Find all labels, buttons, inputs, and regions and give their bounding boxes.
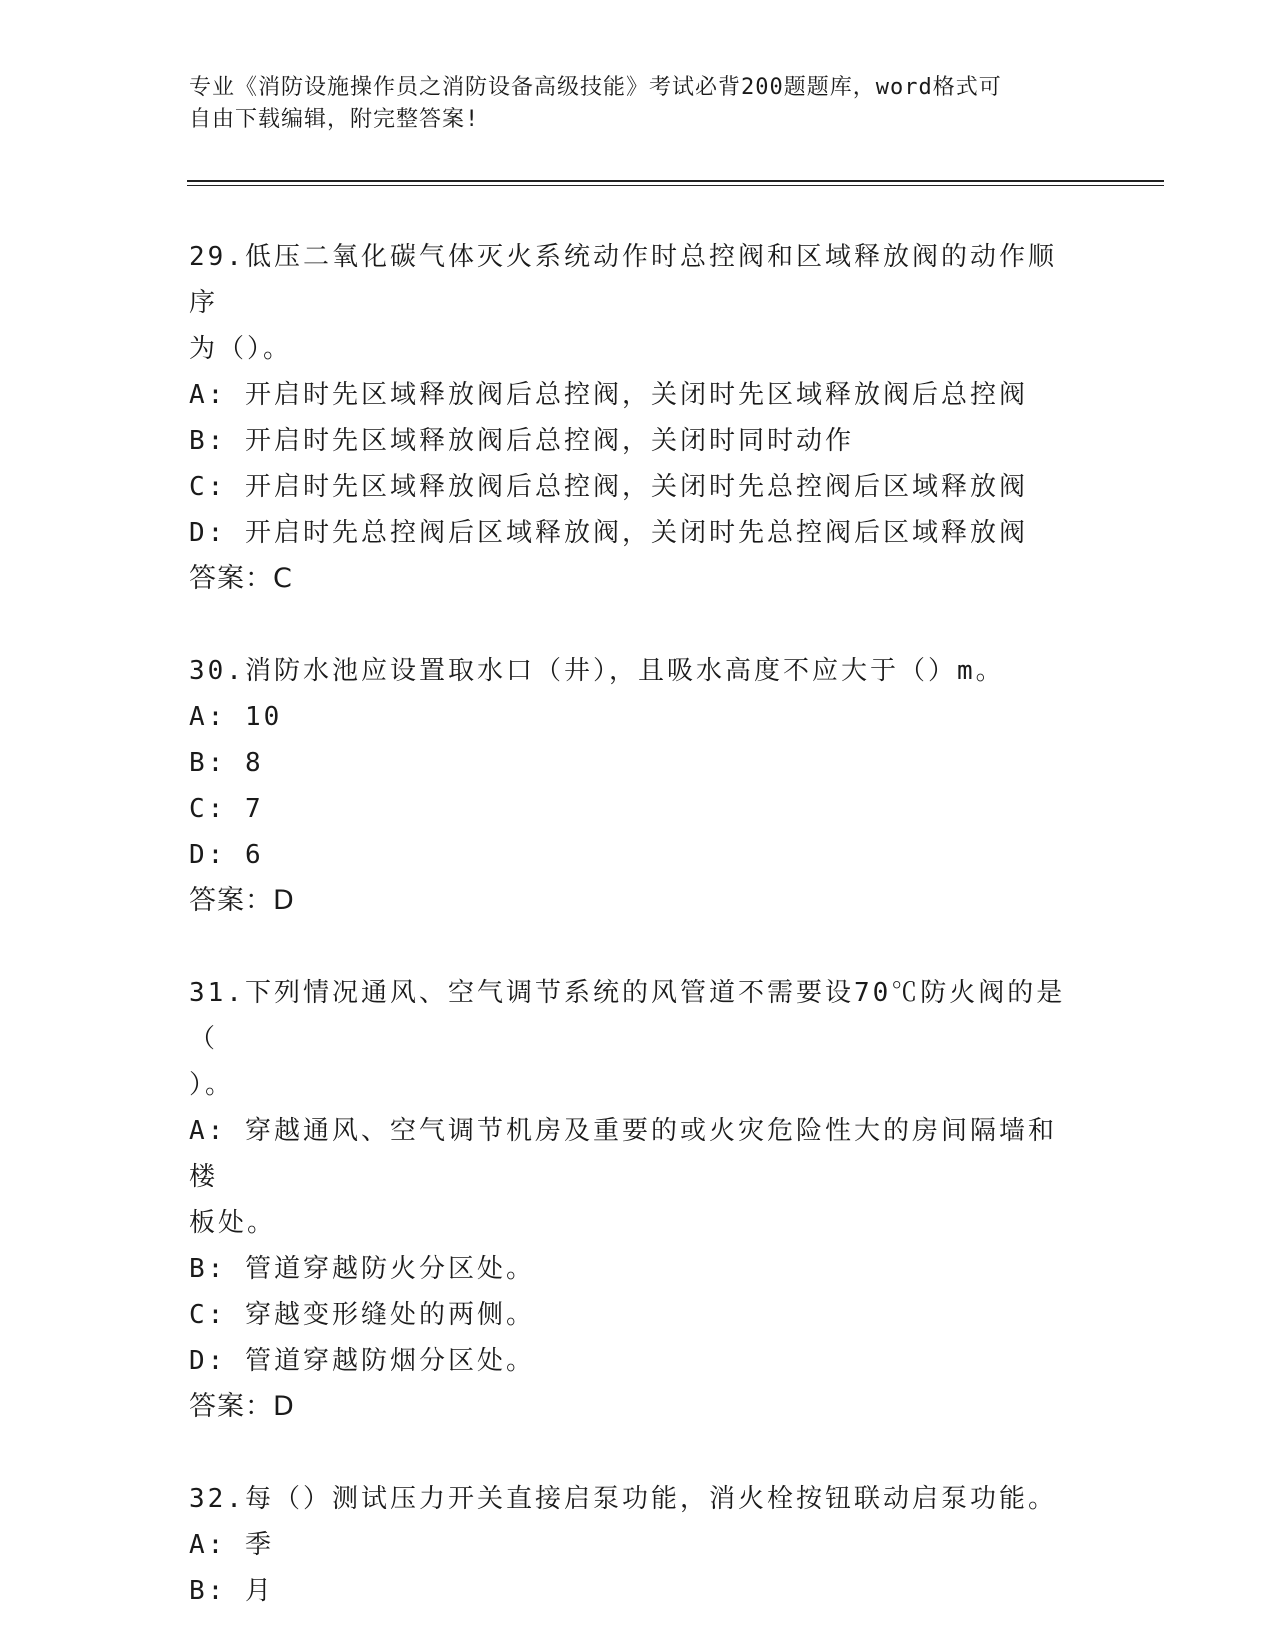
header-line-2: 自由下载编辑，附完整答案! <box>189 107 480 132</box>
question-spacer <box>189 602 1079 648</box>
option-a: A: 穿越通风、空气调节机房及重要的或火灾危险性大的房间隔墙和楼 <box>189 1116 1057 1192</box>
question-stem: 32.每（）测试压力开关直接启泵功能，消火栓按钮联动启泵功能。 <box>189 1484 1057 1514</box>
option-b: B: 月 <box>189 1576 274 1606</box>
header-divider-thin <box>187 185 1164 186</box>
header-divider <box>187 180 1164 182</box>
question-30 <box>189 648 1079 924</box>
answer-line: 答案：D <box>189 885 295 916</box>
document-header <box>189 72 1089 136</box>
question-spacer <box>189 924 1079 970</box>
option-c: C: 7 <box>189 794 264 824</box>
question-31 <box>189 970 1079 1430</box>
question-stem: 29.低压二氧化碳气体灭火系统动作时总控阀和区域释放阀的动作顺序 <box>189 242 1057 318</box>
question-29 <box>189 234 1079 602</box>
option-a: A: 开启时先区域释放阀后总控阀，关闭时先区域释放阀后总控阀 <box>189 380 1028 410</box>
option-a-continued: 板处。 <box>189 1208 277 1238</box>
answer-line: 答案：C <box>189 563 293 594</box>
option-b: B: 管道穿越防火分区处。 <box>189 1254 535 1284</box>
question-stem-continued: ）。 <box>189 1070 235 1100</box>
option-c: C: 穿越变形缝处的两侧。 <box>189 1300 535 1330</box>
option-b: B: 开启时先区域释放阀后总控阀，关闭时同时动作 <box>189 426 854 456</box>
option-c: C: 开启时先区域释放阀后总控阀，关闭时先总控阀后区域释放阀 <box>189 472 1028 502</box>
question-stem-continued: 为（）。 <box>189 334 293 364</box>
question-stem: 31.下列情况通风、空气调节系统的风管道不需要设70℃防火阀的是（ <box>189 978 1066 1054</box>
option-d: D: 开启时先总控阀后区域释放阀，关闭时先总控阀后区域释放阀 <box>189 518 1028 548</box>
option-a: A: 季 <box>189 1530 274 1560</box>
option-a: A: 10 <box>189 702 283 732</box>
question-stem: 30.消防水池应设置取水口（井），且吸水高度不应大于（）m。 <box>189 656 1005 686</box>
option-b: B: 8 <box>189 748 264 778</box>
question-spacer <box>189 1430 1079 1476</box>
answer-line: 答案：D <box>189 1391 295 1422</box>
question-32 <box>189 1476 1079 1614</box>
header-line-1: 专业《消防设施操作员之消防设备高级技能》考试必背200题题库，word格式可 <box>189 75 1002 100</box>
option-d: D: 6 <box>189 840 264 870</box>
question-list <box>189 234 1079 1614</box>
option-d: D: 管道穿越防烟分区处。 <box>189 1346 535 1376</box>
